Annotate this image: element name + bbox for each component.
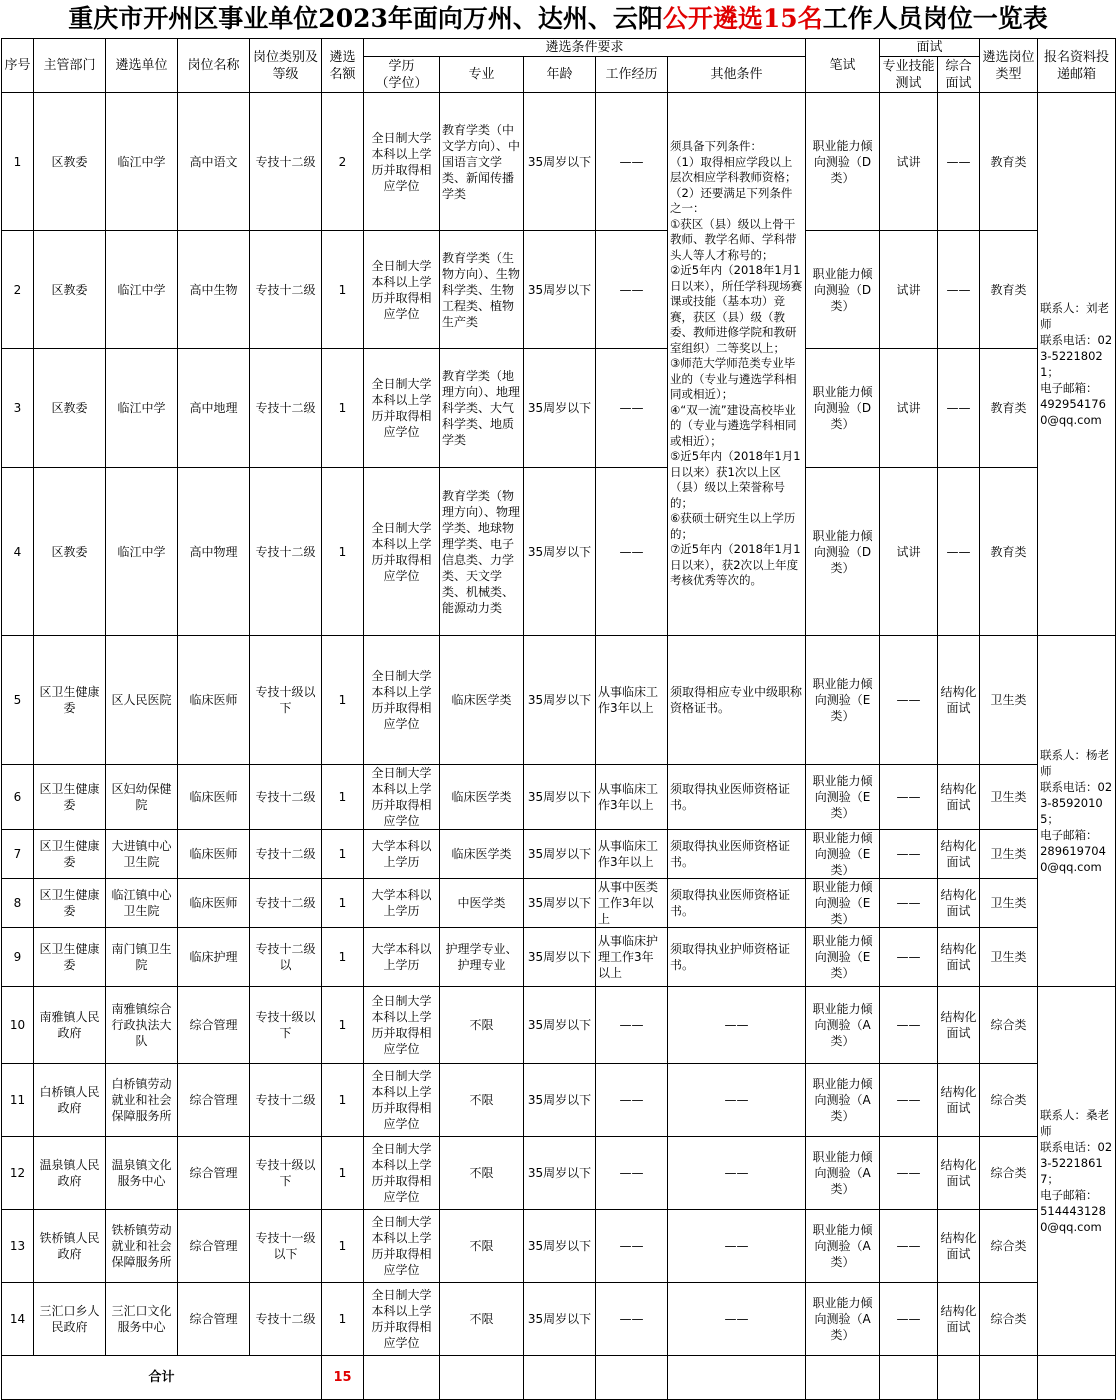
cell-written: 职业能力倾向测验（D类） <box>806 231 880 349</box>
page-title: 重庆市开州区事业单位2023年面向万州、达州、云阳公开遴选15名工作人员岗位一览表 <box>68 4 1048 33</box>
cell-seq: 14 <box>2 1283 34 1356</box>
cell-seq: 4 <box>2 468 34 636</box>
cell-skill: —— <box>880 1210 938 1283</box>
cell-education: 全日制大学本科以上学历并取得相应学位 <box>364 987 440 1064</box>
header-written: 笔试 <box>806 39 880 93</box>
cell-level: 专技十级以下 <box>250 987 322 1064</box>
cell-dept: 区卫生健康委 <box>34 879 106 928</box>
cell-education: 全日制大学本科以上学历并取得相应学位 <box>364 1283 440 1356</box>
cell-education: 全日制大学本科以上学历并取得相应学位 <box>364 1064 440 1137</box>
cell-quota: 1 <box>322 231 364 349</box>
cell-comprehensive: 结构化面试 <box>938 1283 980 1356</box>
cell-unit: 区妇幼保健院 <box>106 765 178 830</box>
cell-comprehensive: 结构化面试 <box>938 1064 980 1137</box>
cell-dept: 区卫生健康委 <box>34 830 106 879</box>
cell-type: 综合类 <box>980 1137 1038 1210</box>
cell-dept: 区卫生健康委 <box>34 928 106 987</box>
table-row <box>2 1283 1116 1356</box>
cell-type: 综合类 <box>980 1210 1038 1283</box>
cell-other-education: 须具备下列条件： （1）取得相应学段以上层次相应学科教师资格； （2）还要满足下列条件之一： ①获区（县）级以上骨干教师、教学名师、学科带头人等人才称号的； ②近5年内（2018年1月1日以来），所任学科现场赛课或技能（基本功）竞赛，获区（县）级（教委、教师进修学院和教研室组织）二等奖以上； ③师范大学师范类专业毕业的（专业与遴选学科相同或相近）； ④“双一流”建设高校毕业的（专业与遴选学科相同或相近）； ⑤近5年内（2018年1月1日以来）获1次以上区（县）级以上荣誉称号的； ⑥获硕士研究生以上学历的； ⑦近5年内（2018年1月1日以来），获2次以上年度考核优秀等次的。 <box>668 93 806 636</box>
cell-quota: 1 <box>322 928 364 987</box>
cell-skill: —— <box>880 1064 938 1137</box>
cell-experience: —— <box>596 1064 668 1137</box>
cell-comprehensive: 结构化面试 <box>938 1137 980 1210</box>
cell-seq: 3 <box>2 349 34 468</box>
cell-age: 35周岁以下 <box>524 231 596 349</box>
cell-seq: 11 <box>2 1064 34 1137</box>
cell-type: 卫生类 <box>980 879 1038 928</box>
cell-age: 35周岁以下 <box>524 879 596 928</box>
cell-experience: 从事临床护理工作3年以上 <box>596 928 668 987</box>
cell-skill: 试讲 <box>880 468 938 636</box>
cell-post: 临床医师 <box>178 636 250 765</box>
cell-comprehensive: 结构化面试 <box>938 830 980 879</box>
cell-major: 不限 <box>440 987 524 1064</box>
cell-comprehensive: 结构化面试 <box>938 987 980 1064</box>
cell-seq: 8 <box>2 879 34 928</box>
cell-skill: 试讲 <box>880 93 938 231</box>
cell-education: 全日制大学本科以上学历并取得相应学位 <box>364 636 440 765</box>
cell-major: 教育学类（地理方向）、地理科学类、大气科学类、地质学类 <box>440 349 524 468</box>
cell-type: 综合类 <box>980 987 1038 1064</box>
cell-seq: 7 <box>2 830 34 879</box>
cell-level: 专技十二级 <box>250 830 322 879</box>
cell-skill: —— <box>880 879 938 928</box>
cell-quota: 1 <box>322 636 364 765</box>
cell-major: 临床医学类 <box>440 636 524 765</box>
table-row <box>2 1137 1116 1210</box>
cell-experience: —— <box>596 349 668 468</box>
cell-education: 全日制大学本科以上学历并取得相应学位 <box>364 1210 440 1283</box>
cell-type: 卫生类 <box>980 636 1038 765</box>
cell-unit: 大进镇中心卫生院 <box>106 830 178 879</box>
cell-level: 专技十二级 <box>250 349 322 468</box>
cell-level: 专技十二级 <box>250 1283 322 1356</box>
cell-level: 专技十二级 <box>250 1064 322 1137</box>
cell-unit: 南雅镇综合行政执法大队 <box>106 987 178 1064</box>
cell-skill: 试讲 <box>880 349 938 468</box>
cell-experience: 从事临床工作3年以上 <box>596 830 668 879</box>
cell-post: 临床护理 <box>178 928 250 987</box>
cell-unit: 白桥镇劳动就业和社会保障服务所 <box>106 1064 178 1137</box>
cell-major: 临床医学类 <box>440 830 524 879</box>
header-level: 岗位类别及等级 <box>250 39 322 93</box>
header-dept: 主管部门 <box>34 39 106 93</box>
cell-post: 综合管理 <box>178 1137 250 1210</box>
cell-seq: 9 <box>2 928 34 987</box>
cell-skill: —— <box>880 830 938 879</box>
cell-unit: 铁桥镇劳动就业和社会保障服务所 <box>106 1210 178 1283</box>
cell-seq: 6 <box>2 765 34 830</box>
cell-comprehensive: —— <box>938 231 980 349</box>
table-row <box>2 830 1116 879</box>
total-label: 合计 <box>2 1356 322 1400</box>
cell-dept: 铁桥镇人民政府 <box>34 1210 106 1283</box>
table-row <box>2 349 1116 468</box>
cell-dept: 三汇口乡人民政府 <box>34 1283 106 1356</box>
total-row <box>2 1356 1116 1400</box>
cell-level: 专技十二级 <box>250 879 322 928</box>
cell-major: 教育学类（物理方向）、物理学类、地球物理学类、电子信息类、力学类、天文学类、机械类、能源动力类 <box>440 468 524 636</box>
cell-age: 35周岁以下 <box>524 928 596 987</box>
cell-education: 全日制大学本科以上学历并取得相应学位 <box>364 231 440 349</box>
cell-dept: 区教委 <box>34 231 106 349</box>
cell-type: 综合类 <box>980 1064 1038 1137</box>
cell-written: 职业能力倾向测验（A类） <box>806 1210 880 1283</box>
cell-quota: 1 <box>322 1210 364 1283</box>
cell-education: 大学本科以上学历 <box>364 879 440 928</box>
cell-unit: 区人民医院 <box>106 636 178 765</box>
cell-experience: —— <box>596 987 668 1064</box>
cell-major: 不限 <box>440 1064 524 1137</box>
cell-dept: 温泉镇人民政府 <box>34 1137 106 1210</box>
cell-written: 职业能力倾向测验（D类） <box>806 349 880 468</box>
table-row <box>2 93 1116 231</box>
table-row <box>2 1210 1116 1283</box>
cell-age: 35周岁以下 <box>524 765 596 830</box>
header-other: 其他条件 <box>668 57 806 93</box>
cell-seq: 13 <box>2 1210 34 1283</box>
table-row <box>2 468 1116 636</box>
contact-general: 联系人：桑老师 联系电话：023-52218617； 电子邮箱： 5144431280@qq.com <box>1038 987 1116 1356</box>
cell-major: 教育学类（生物方向）、生物科学类、生物工程类、植物生产类 <box>440 231 524 349</box>
cell-skill: —— <box>880 1137 938 1210</box>
cell-level: 专技十一级以下 <box>250 1210 322 1283</box>
cell-written: 职业能力倾向测验（A类） <box>806 1137 880 1210</box>
cell-quota: 1 <box>322 830 364 879</box>
cell-major: 教育学类（中文学方向）、中国语言文学类、新闻传播学类 <box>440 93 524 231</box>
cell-skill: —— <box>880 987 938 1064</box>
cell-age: 35周岁以下 <box>524 1064 596 1137</box>
cell-education: 大学本科以上学历 <box>364 830 440 879</box>
cell-skill: —— <box>880 765 938 830</box>
cell-quota: 1 <box>322 1137 364 1210</box>
cell-post: 临床医师 <box>178 830 250 879</box>
cell-experience: 从事中医类工作3年以上 <box>596 879 668 928</box>
cell-dept: 白桥镇人民政府 <box>34 1064 106 1137</box>
cell-education: 全日制大学本科以上学历并取得相应学位 <box>364 1137 440 1210</box>
cell-written: 职业能力倾向测验（D类） <box>806 93 880 231</box>
cell-comprehensive: 结构化面试 <box>938 1210 980 1283</box>
cell-unit: 临江中学 <box>106 349 178 468</box>
header-conditions: 遴选条件要求 <box>364 39 806 57</box>
cell-education: 全日制大学本科以上学历并取得相应学位 <box>364 765 440 830</box>
cell-unit: 临江中学 <box>106 93 178 231</box>
cell-experience: —— <box>596 468 668 636</box>
cell-post: 综合管理 <box>178 1210 250 1283</box>
table-row <box>2 928 1116 987</box>
header-type: 遴选岗位类型 <box>980 39 1038 93</box>
cell-seq: 12 <box>2 1137 34 1210</box>
cell-quota: 1 <box>322 987 364 1064</box>
cell-level: 专技十二级 <box>250 93 322 231</box>
cell-other: —— <box>668 1137 806 1210</box>
cell-dept: 区卫生健康委 <box>34 636 106 765</box>
contact-education: 联系人：刘老师 联系电话：023-52218021； 电子邮箱： 4929541760@qq.com <box>1038 93 1116 636</box>
cell-post: 综合管理 <box>178 1283 250 1356</box>
cell-other: 须取得相应专业中级职称资格证书。 <box>668 636 806 765</box>
header-experience: 工作经历 <box>596 57 668 93</box>
cell-age: 35周岁以下 <box>524 349 596 468</box>
table-row <box>2 636 1116 765</box>
cell-other: 须取得执业护师资格证书。 <box>668 928 806 987</box>
cell-education: 大学本科以上学历 <box>364 928 440 987</box>
cell-quota: 1 <box>322 765 364 830</box>
header-email: 报名资料投递邮箱 <box>1038 39 1116 93</box>
cell-unit: 温泉镇文化服务中心 <box>106 1137 178 1210</box>
cell-level: 专技十级以下 <box>250 636 322 765</box>
cell-age: 35周岁以下 <box>524 636 596 765</box>
cell-unit: 临江中学 <box>106 231 178 349</box>
cell-other: —— <box>668 1064 806 1137</box>
cell-comprehensive: 结构化面试 <box>938 765 980 830</box>
cell-written: 职业能力倾向测验（E类） <box>806 830 880 879</box>
table-row <box>2 987 1116 1064</box>
cell-level: 专技十级以下 <box>250 1137 322 1210</box>
cell-other: —— <box>668 1210 806 1283</box>
cell-quota: 1 <box>322 879 364 928</box>
cell-post: 综合管理 <box>178 987 250 1064</box>
cell-type: 教育类 <box>980 93 1038 231</box>
header-age: 年龄 <box>524 57 596 93</box>
cell-written: 职业能力倾向测验（A类） <box>806 987 880 1064</box>
cell-unit: 三汇口文化服务中心 <box>106 1283 178 1356</box>
table-row <box>2 1064 1116 1137</box>
table-row <box>2 879 1116 928</box>
cell-education: 全日制大学本科以上学历并取得相应学位 <box>364 93 440 231</box>
header-seq: 序号 <box>2 39 34 93</box>
cell-experience: —— <box>596 1283 668 1356</box>
cell-major: 不限 <box>440 1137 524 1210</box>
cell-quota: 1 <box>322 349 364 468</box>
cell-comprehensive: —— <box>938 93 980 231</box>
cell-written: 职业能力倾向测验（E类） <box>806 879 880 928</box>
total-value: 15 <box>322 1356 364 1400</box>
cell-level: 专技十二级以 <box>250 928 322 987</box>
cell-comprehensive: 结构化面试 <box>938 928 980 987</box>
recruitment-table <box>1 38 1116 1400</box>
cell-quota: 1 <box>322 1283 364 1356</box>
cell-major: 临床医学类 <box>440 765 524 830</box>
cell-written: 职业能力倾向测验（E类） <box>806 636 880 765</box>
header-post: 岗位名称 <box>178 39 250 93</box>
cell-comprehensive: 结构化面试 <box>938 879 980 928</box>
cell-other: 须取得执业医师资格证书。 <box>668 765 806 830</box>
cell-type: 教育类 <box>980 231 1038 349</box>
table-row <box>2 231 1116 349</box>
cell-dept: 区卫生健康委 <box>34 765 106 830</box>
cell-level: 专技十二级 <box>250 468 322 636</box>
cell-post: 高中地理 <box>178 349 250 468</box>
cell-skill: 试讲 <box>880 231 938 349</box>
cell-skill: —— <box>880 1283 938 1356</box>
cell-experience: —— <box>596 1137 668 1210</box>
cell-age: 35周岁以下 <box>524 987 596 1064</box>
cell-post: 高中语文 <box>178 93 250 231</box>
table-row <box>2 765 1116 830</box>
cell-type: 综合类 <box>980 1283 1038 1356</box>
cell-skill: —— <box>880 636 938 765</box>
cell-dept: 区教委 <box>34 468 106 636</box>
cell-dept: 区教委 <box>34 349 106 468</box>
cell-skill: —— <box>880 928 938 987</box>
header-comprehensive: 综合面试 <box>938 57 980 93</box>
cell-level: 专技十二级 <box>250 765 322 830</box>
cell-seq: 10 <box>2 987 34 1064</box>
cell-age: 35周岁以下 <box>524 1210 596 1283</box>
cell-experience: 从事临床工作3年以上 <box>596 765 668 830</box>
cell-quota: 1 <box>322 468 364 636</box>
cell-written: 职业能力倾向测验（A类） <box>806 1064 880 1137</box>
header-quota: 遴选名额 <box>322 39 364 93</box>
cell-written: 职业能力倾向测验（E类） <box>806 765 880 830</box>
header-skill-test: 专业技能测试 <box>880 57 938 93</box>
cell-comprehensive: —— <box>938 349 980 468</box>
cell-other: —— <box>668 987 806 1064</box>
header-unit: 遴选单位 <box>106 39 178 93</box>
cell-seq: 5 <box>2 636 34 765</box>
cell-age: 35周岁以下 <box>524 1137 596 1210</box>
cell-unit: 临江镇中心卫生院 <box>106 879 178 928</box>
cell-unit: 南门镇卫生院 <box>106 928 178 987</box>
cell-major: 不限 <box>440 1283 524 1356</box>
contact-health: 联系人：杨老师 联系电话：023-85920105； 电子邮箱： 2896197040@qq.com <box>1038 636 1116 987</box>
header-interview: 面试 <box>880 39 980 57</box>
cell-experience: 从事临床工作3年以上 <box>596 636 668 765</box>
cell-other: 须取得执业医师资格证书。 <box>668 830 806 879</box>
cell-age: 35周岁以下 <box>524 1283 596 1356</box>
cell-seq: 2 <box>2 231 34 349</box>
cell-type: 卫生类 <box>980 830 1038 879</box>
cell-type: 卫生类 <box>980 765 1038 830</box>
header-education: 学历 （学位） <box>364 57 440 93</box>
cell-quota: 1 <box>322 1064 364 1137</box>
cell-other: 须取得执业医师资格证书。 <box>668 879 806 928</box>
cell-age: 35周岁以下 <box>524 830 596 879</box>
cell-post: 高中生物 <box>178 231 250 349</box>
cell-unit: 临江中学 <box>106 468 178 636</box>
cell-dept: 区教委 <box>34 93 106 231</box>
cell-post: 临床医师 <box>178 765 250 830</box>
cell-written: 职业能力倾向测验（D类） <box>806 468 880 636</box>
cell-type: 教育类 <box>980 468 1038 636</box>
cell-education: 全日制大学本科以上学历并取得相应学位 <box>364 349 440 468</box>
cell-written: 职业能力倾向测验（E类） <box>806 928 880 987</box>
cell-education: 全日制大学本科以上学历并取得相应学位 <box>364 468 440 636</box>
cell-comprehensive: 结构化面试 <box>938 636 980 765</box>
cell-post: 临床医师 <box>178 879 250 928</box>
cell-quota: 2 <box>322 93 364 231</box>
cell-type: 教育类 <box>980 349 1038 468</box>
cell-other: —— <box>668 1283 806 1356</box>
cell-comprehensive: —— <box>938 468 980 636</box>
cell-seq: 1 <box>2 93 34 231</box>
cell-dept: 南雅镇人民政府 <box>34 987 106 1064</box>
cell-major: 不限 <box>440 1210 524 1283</box>
cell-post: 高中物理 <box>178 468 250 636</box>
cell-post: 综合管理 <box>178 1064 250 1137</box>
cell-major: 护理学专业、护理专业 <box>440 928 524 987</box>
cell-major: 中医学类 <box>440 879 524 928</box>
cell-age: 35周岁以下 <box>524 93 596 231</box>
header-major: 专业 <box>440 57 524 93</box>
cell-type: 卫生类 <box>980 928 1038 987</box>
cell-experience: —— <box>596 93 668 231</box>
cell-experience: —— <box>596 1210 668 1283</box>
cell-experience: —— <box>596 231 668 349</box>
cell-age: 35周岁以下 <box>524 468 596 636</box>
cell-level: 专技十二级 <box>250 231 322 349</box>
cell-written: 职业能力倾向测验（A类） <box>806 1283 880 1356</box>
